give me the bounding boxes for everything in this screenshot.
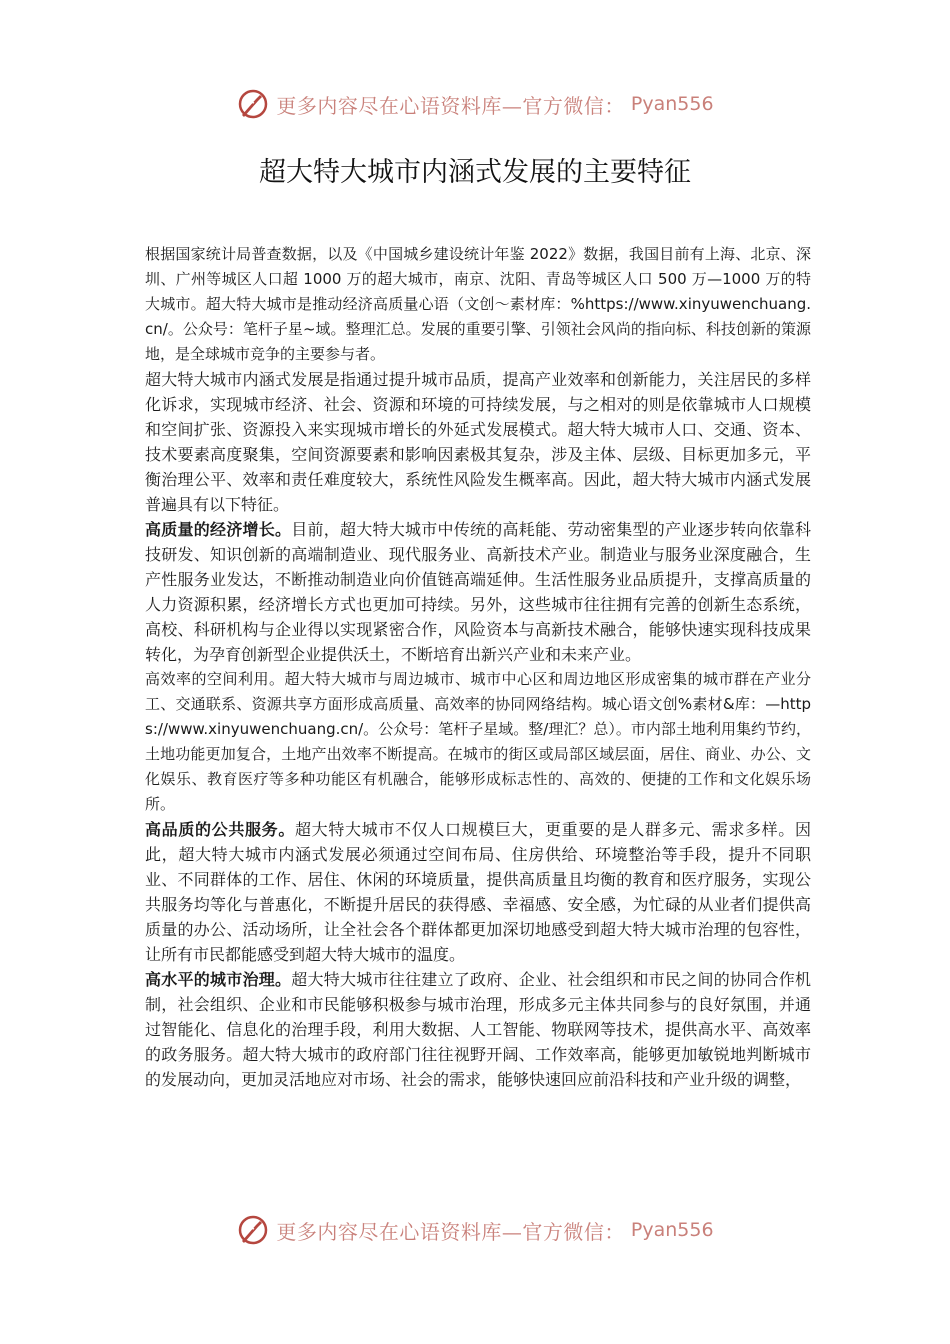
paragraph-text: 超大特大城市不仅人口规模巨大，更重要的是人群多元、需求多样。因此，超大特大城市内涵式发展必须通过空间布局、住房供给、环境整治等手段，提升不同职业、不同群体的工作、居住、休闲的环境质量，提供高质量且均衡的教育和医疗服务，实现公共服务均等化与普惠化，不断提升居民的获得感、幸福感、安全感，为忙碌的从业者们提供高质量的办公、活动场所，让全社会各个群体都更加深切地感受到超大特大城市治理的包容性，让所有市民都能感受到超大特大城市的温度。 <box>145 820 811 964</box>
paragraph-text: 超大特大城市往往建立了政府、企业、社会组织和市民之间的协同合作机制，社会组织、企业和市民能够积极参与城市治理，形成多元主体共同参与的良好氛围，并通过智能化、信息化的治理手段，利用大数据、人工智能、物联网等技术，提供高水平、高效率的政务服务。超大特大城市的政府部门往往视野开阔、工作效率高，能够更加敏锐地判断城市的发展动向，更加灵活地应对市场、社会的需求，能够快速回应前沿科技和产业升级的调整， <box>145 970 811 1089</box>
paragraph-text: 目前，超大特大城市中传统的高耗能、劳动密集型的产业逐步转向依靠科技研发、知识创新的高端制造业、现代服务业、高新技术产业。制造业与服务业深度融合，生产性服务业发达，不断推动制造业向价值链高端延伸。生活性服务业品质提升，支撑高质量的人力资源积累，经济增长方式也更加可持续。另外，这些城市往往拥有完善的创新生态系统，高校、科研机构与企业得以实现紧密合作，风险资本与高新技术融合，能够快速实现科技成果转化，为孕育创新型企业提供沃土，不断培育出新兴产业和未来产业。 <box>145 520 811 664</box>
banner-text: 更多内容尽在心语资料库—官方微信： <box>276 1219 625 1244</box>
banner-text: 更多内容尽在心语资料库—官方微信： <box>276 93 625 118</box>
paragraph-lead: 高水平的城市治理。 <box>145 970 292 989</box>
paragraph-text: 超大特大城市内涵式发展是指通过提升城市品质，提高产业效率和创新能力，关注居民的多样化诉求，实现城市经济、社会、资源和环境的可持续发展，与之相对的则是依靠城市人口规模和空间扩张、资源投入来实现城市增长的外延式发展模式。超大特大城市人口、交通、资本、技术要素高度聚集，空间资源要素和影响因素极其复杂，涉及主体、层级、目标更加多元，平衡治理公平、效率和责任难度较大，系统性风险发生概率高。因此，超大特大城市内涵式发展普遍具有以下特征。 <box>145 370 811 514</box>
paragraph-services <box>145 817 811 967</box>
banner-wechat-id: Pyan556 <box>630 1219 714 1241</box>
paragraph-lead: 高品质的公共服务。 <box>145 820 295 839</box>
paragraph-text: 根据国家统计局普查数据，以及《中国城乡建设统计年鉴 2022》数据，我国目前有上海、北京、深圳、广州等城区人口超 1000 万的超大城市，南京、沈阳、青岛等城区人口 500 万—1000 万的特大城市。超大特大城市是推动经济高质量心语（文创～素材库：%https://www.xinyuwenchuang.cn/。公众号：笔杆子星~域。整理汇总。发展的重要引擎、引领社会风尚的指向标、科技创新的策源地，是全球城市竞争的主要参与者。 <box>145 245 811 363</box>
brush-logo-icon <box>236 87 270 121</box>
paragraph-space <box>145 667 811 817</box>
brush-logo-icon <box>236 1213 270 1247</box>
paragraph-intro <box>145 242 811 367</box>
paragraph-economy <box>145 517 811 667</box>
paragraph-definition <box>145 367 811 517</box>
header-watermark-banner <box>0 84 950 124</box>
paragraph-lead: 高质量的经济增长。 <box>145 520 292 539</box>
paragraph-text: 高效率的空间利用。超大特大城市与周边城市、城市中心区和周边地区形成密集的城市群在产业分工、交通联系、资源共享方面形成高质量、高效率的协同网络结构。城心语文创%素材&库：—https://www.xinyuwenchuang.cn/。公众号：笔杆子星域。整/理汇？总）。市内部土地利用集约节约，土地功能更加复合，土地产出效率不断提高。在城市的街区或局部区域层面，居住、商业、办公、文化娱乐、教育医疗等多种功能区有机融合，能够形成标志性的、高效的、便捷的工作和文化娱乐场所。 <box>145 670 811 813</box>
banner-wechat-id: Pyan556 <box>630 93 714 115</box>
footer-watermark-banner <box>0 1210 950 1250</box>
paragraph-governance <box>145 967 811 1092</box>
document-title: 超大特大城市内涵式发展的主要特征 <box>259 157 691 188</box>
document-body <box>145 242 811 1092</box>
